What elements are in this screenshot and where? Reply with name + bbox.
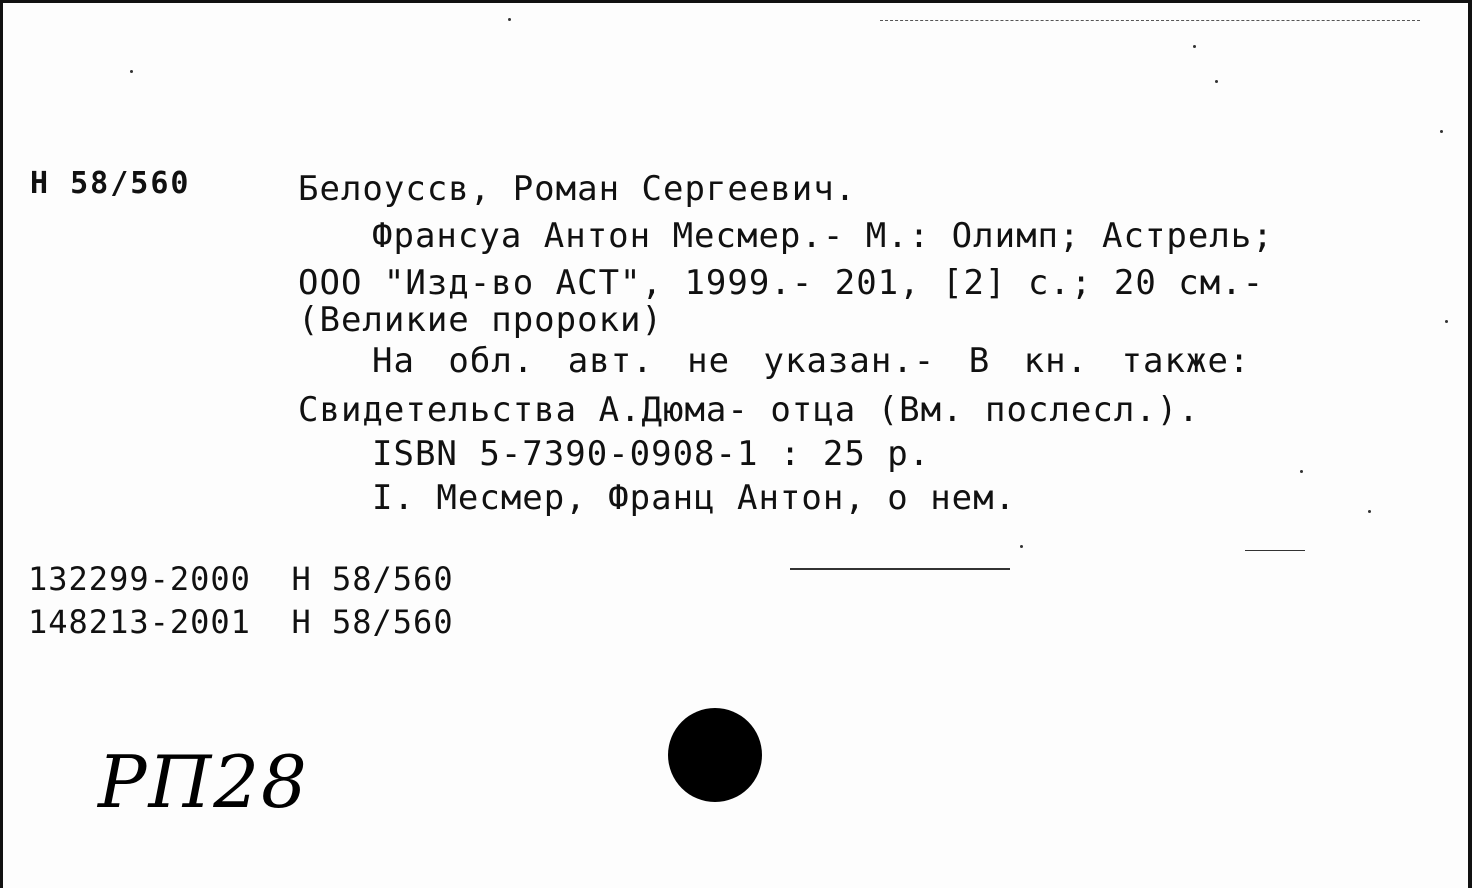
scan-speck	[508, 18, 511, 21]
scan-speck	[1440, 130, 1443, 133]
scan-speck	[1215, 80, 1218, 83]
inventory-mark: Н 58/560	[291, 603, 454, 641]
scan-speck	[1368, 510, 1371, 513]
inventory-mark: Н 58/560	[291, 560, 454, 598]
inventory-row-2	[28, 605, 454, 639]
series-line: (Великие пророки)	[298, 300, 663, 340]
author-line: Белоуссв, Роман Сергеевич.	[298, 169, 857, 209]
top-dotted-edge	[880, 20, 1420, 21]
card-border-left	[0, 0, 3, 888]
publisher-line: ООО "Изд-во АСТ", 1999.- 201, [2] с.; 20 см.-	[298, 263, 1265, 303]
scan-speck	[1193, 45, 1196, 48]
scan-speck	[1300, 470, 1303, 473]
punch-hole	[668, 708, 762, 802]
inventory-number: 148213-2001	[28, 603, 251, 641]
scan-mark	[790, 568, 1010, 570]
inventory-row-1	[28, 562, 454, 596]
handwritten-code: РП28	[98, 740, 309, 824]
scan-speck	[130, 70, 133, 73]
scan-mark	[1245, 550, 1305, 551]
note-line-2: Свидетельства А.Дюма- отца (Вм. послесл.).	[298, 390, 1200, 430]
scan-speck	[1445, 320, 1448, 323]
inventory-number: 132299-2000	[28, 560, 251, 598]
title-line: Франсуа Антон Месмер.- М.: Олимп; Астрель;	[372, 216, 1274, 256]
subject-line: I. Месмер, Франц Антон, о нем.	[372, 478, 1017, 518]
scan-speck	[1020, 545, 1023, 548]
note-line-1: На обл. авт. не указан.- В кн. также:	[372, 341, 1251, 381]
card-border-right	[1468, 0, 1472, 888]
isbn-line: ISBN 5-7390-0908-1 : 25 р.	[372, 434, 931, 474]
shelf-mark: Н 58/560	[30, 166, 191, 201]
card-border-top	[0, 0, 1472, 3]
